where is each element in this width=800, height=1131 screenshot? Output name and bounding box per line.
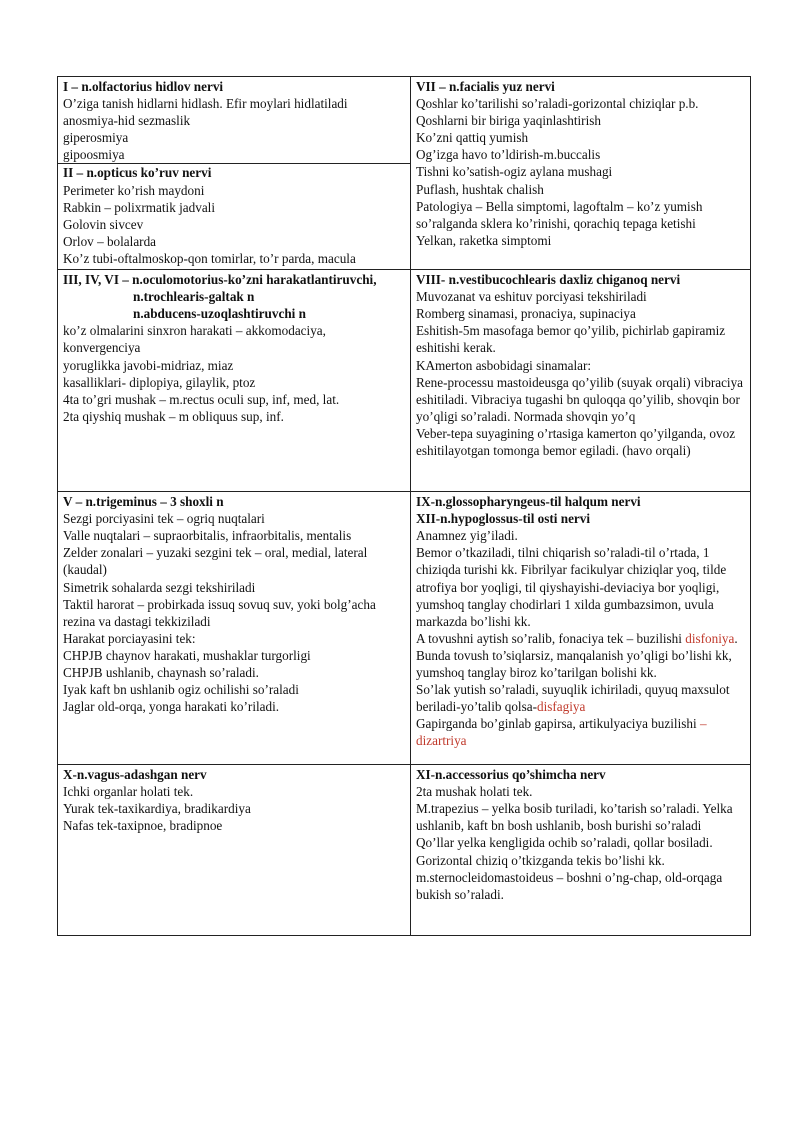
heading-vagus: X-n.vagus-adashgan nerv xyxy=(63,767,207,783)
text-line: Qo’llar yelka kengligida ochib so’raladi, qollar bosiladi. Gorizontal chiziq o’tkizganda tekis bo’lishi kk. xyxy=(416,835,713,868)
text-line: CHPJB chaynov harakati, mushaklar turgorligi xyxy=(63,647,311,663)
cell-facialis xyxy=(411,77,751,270)
text-line: Golovin sivcev xyxy=(63,216,144,232)
text-line: M.trapezius – yelka bosib turiladi, ko’tarish so’raladi. Yelka ushlanib, kaft bn bosh ushlanib, bosh burishi so’raladi xyxy=(416,801,733,834)
text-line: kasalliklari- diplopiya, gilaylik, ptoz xyxy=(63,374,256,390)
term-disfagiya: disfagiya xyxy=(536,699,586,715)
text-line: Patologiya – Bella simptomi, lagoftalm – ko’z yumish so’ralganda sklera ko’rinishi, qorachiq tepaga ketishi xyxy=(416,198,703,231)
text-line: CHPJB ushlanib, chaynash so’raladi. xyxy=(63,664,259,680)
text-line: 4ta to’gri mushak – m.rectus oculi sup, inf, med, lat. xyxy=(63,391,340,407)
text-fragment: A tovushni aytish so’ralib, fonaciya tek – buzilishi xyxy=(416,630,686,646)
cell-olfactorius-opticus xyxy=(58,77,411,270)
text-line: KAmerton asbobidagi sinamalar: xyxy=(416,357,592,373)
table-row xyxy=(58,765,751,936)
cell-trigeminus xyxy=(58,492,411,765)
text-line: Muvozanat va eshituv porciyasi tekshiriladi xyxy=(416,289,647,305)
heading-opticus: II – n.opticus ko’ruv nervi xyxy=(63,165,212,181)
text-line: Ichki organlar holati tek. xyxy=(63,784,194,800)
text-line: Zelder zonalari – yuzaki sezgini tek – oral, medial, lateral (kaudal) xyxy=(63,545,368,578)
text-line: Taktil harorat – probirkada issuq sovuq suv, yoki bolg’acha rezina va dastagi tekkiziladi xyxy=(63,596,376,629)
heading-facialis: VII – n.facialis yuz nervi xyxy=(416,79,555,94)
table-row xyxy=(58,270,751,492)
text-line: Ko’zni qattiq yumish xyxy=(416,130,529,146)
heading-glossopharyngeus: IX-n.glossopharyngeus-til halqum nervi xyxy=(416,494,641,510)
text-line: Qoshlar ko’tarilishi so’raladi-gorizontal chiziqlar p.b. xyxy=(416,96,699,112)
text-line xyxy=(416,681,746,715)
table-row xyxy=(58,77,751,270)
term-dizartriya: – dizartriya xyxy=(416,716,707,749)
text-line: Og’izga havo to’ldirish-m.buccalis xyxy=(416,147,601,163)
cell-vagus xyxy=(58,765,411,936)
heading-vestibulocochlearis: VIII- n.vestibucochlearis daxliz chiganoq nervi xyxy=(416,272,681,288)
text-line xyxy=(416,630,746,681)
text-line: anosmiya-hid sezmaslik xyxy=(63,113,191,129)
text-fragment: So’lak yutish so’raladi, suyuqlik ichiriladi, quyuq maxsulot beriladi-yo’talib qolsa- xyxy=(416,682,730,715)
heading-trochlearis: n.trochlearis-galtak n xyxy=(133,289,255,305)
text-line: Harakat porciayasini tek: xyxy=(63,630,196,646)
text-line: Tishni ko’satish-ogiz aylana mushagi xyxy=(416,164,613,180)
text-line xyxy=(416,715,746,749)
cell-vestibulocochlearis xyxy=(411,270,751,492)
text-fragment: . Bunda tovush to’siqlarsiz, manqalanish yo’qligi bo’lishi kk, yumshoq tanglay biroz ko’tarilgan bolishi kk. xyxy=(416,630,738,680)
text-line: 2ta qiyshiq mushak – m obliquus sup, inf. xyxy=(63,408,284,424)
text-line: Yurak tek-taxikardiya, bradikardiya xyxy=(63,801,251,817)
text-line: Puflash, hushtak chalish xyxy=(416,181,544,197)
text-line: Bemor o’tkaziladi, tilni chiqarish so’raladi-til o’rtada, 1 chiziqda turishi kk. Fibrilyar facikulyar chiziqlar yoq, tilde atrofiya bor yoqligi, til qiyshayishi-deviaciya bor yoqligi, yumshoq tanglay chodirlari 1 xilda gumbazsimon, uvula markazda bo’lishi kk. xyxy=(416,545,727,629)
text-line: giperosmiya xyxy=(63,130,129,146)
heading-hypoglossus: XII-n.hypoglossus-til osti nervi xyxy=(416,511,591,527)
heading-olfactorius: I – n.olfactorius hidlov nervi xyxy=(63,79,224,94)
text-line: Iyak kaft bn ushlanib ogiz ochilishi so’raladi xyxy=(63,682,299,698)
text-line: Sezgi porciyasini tek – ogriq nuqtalari xyxy=(63,511,265,527)
text-line: Valle nuqtalari – supraorbitalis, infraorbitalis, mentalis xyxy=(63,528,352,544)
heading-trigeminus: V – n.trigeminus – 3 shoxli n xyxy=(63,494,224,510)
term-disfoniya: disfoniya xyxy=(685,630,735,646)
heading-oculomotorius: III, IV, VI – n.oculomotorius-ko’zni harakatlantiruvchi, xyxy=(63,272,377,288)
cell-accessorius xyxy=(411,765,751,936)
text-fragment: Gapirganda bo’ginlab gapirsa, artikulyaciya buzilishi xyxy=(416,716,700,732)
text-line: Orlov – bolalarda xyxy=(63,233,157,249)
heading-abducens: n.abducens-uzoqlashtiruvchi n xyxy=(133,306,306,322)
heading-accessorius: XI-n.accessorius qo’shimcha nerv xyxy=(416,767,606,783)
text-line: 2ta mushak holati tek. xyxy=(416,784,533,800)
text-line: m.sternocleidomastoideus – boshni o’ng-chap, old-orqaga bukish so’raladi. xyxy=(416,869,723,902)
text-line: Simetrik sohalarda sezgi tekshiriladi xyxy=(63,579,256,595)
text-line: ko’z olmalarini sinxron harakati – akkomodaciya, konvergenciya xyxy=(63,323,326,356)
text-line: Perimeter ko’rish maydoni xyxy=(63,182,205,198)
text-line: Ko’z tubi-oftalmoskop-qon tomirlar, to’r parda, macula xyxy=(63,250,356,266)
inner-divider xyxy=(58,163,410,267)
text-line: Rabkin – polixrmatik jadvali xyxy=(63,199,215,215)
text-line: Qoshlarni bir biriga yaqinlashtirish xyxy=(416,113,601,129)
text-line: O’ziga tanish hidlarni hidlash. Efir moylari hidlatiladi xyxy=(63,96,348,112)
cell-oculomotorius xyxy=(58,270,411,492)
text-line: Veber-tepa suyagining o’rtasiga kamerton qo’yilganda, ovoz eshitilayotgan tomonga bemor egiladi. (havo orqali) xyxy=(416,425,736,458)
table-row xyxy=(58,492,751,765)
cell-glossopharyngeus-hypoglossus xyxy=(411,492,751,765)
text-line: Nafas tek-taxipnoe, bradipnoe xyxy=(63,818,223,834)
text-line: Yelkan, raketka simptomi xyxy=(416,232,552,248)
text-line: Rene-processu mastoideusga qo’yilib (suyak orqali) vibraciya eshitiladi. Vibraciya tugashi bn quloqqa qo’yilib, shovqin bor yo’qligi so’raladi. Normada shovqin yo’q xyxy=(416,374,744,424)
text-line: yoruglikka javobi-midriaz, miaz xyxy=(63,357,234,373)
text-line: Jaglar old-orqa, yonga harakati ko’riladi. xyxy=(63,699,280,715)
text-line: Eshitish-5m masofaga bemor qo’yilib, pichirlab gapiramiz eshitishi kerak. xyxy=(416,323,726,356)
nerves-table xyxy=(57,76,751,936)
text-line: gipoosmiya xyxy=(63,147,125,163)
text-line: Romberg sinamasi, pronaciya, supinaciya xyxy=(416,306,636,322)
text-line: Anamnez yig’iladi. xyxy=(416,528,518,544)
